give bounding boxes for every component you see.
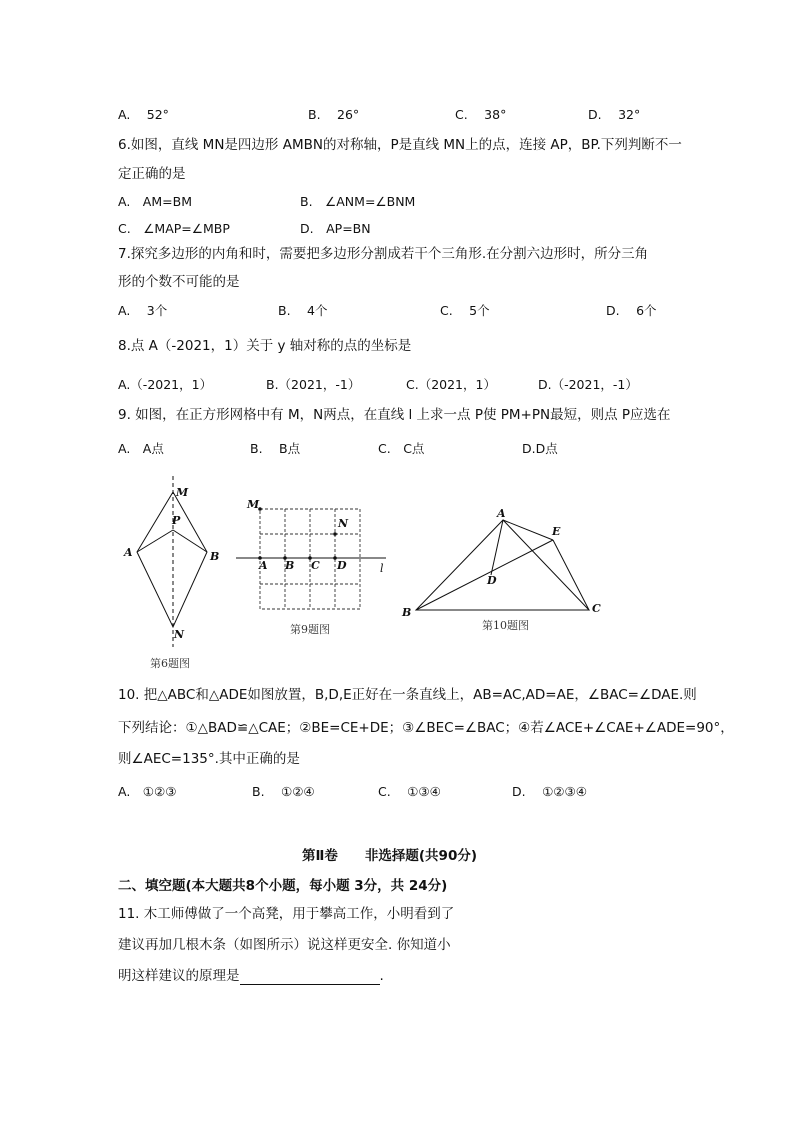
label-b: B	[402, 606, 412, 619]
q11-line1: 11. 木工师傅做了一个高凳，用于攀高工作，小明看到了	[118, 906, 455, 922]
q8-option-b: B.（2021，-1）	[266, 377, 361, 392]
answer-blank[interactable]	[240, 970, 380, 985]
segment-ap	[137, 530, 173, 552]
q5-option-a: A. 52°	[118, 107, 169, 122]
kite-outline	[137, 492, 207, 627]
q5-option-c: C. 38°	[455, 107, 507, 122]
q7-line1: 7.探究多边形的内角和时，需要把多边形分割成若干个三角形.在分割六边形时，所分三角	[118, 246, 649, 262]
q11-period: .	[379, 968, 384, 984]
q10-option-c: C. ①③④	[378, 784, 441, 799]
label-e: E	[552, 525, 561, 538]
label-b: B	[210, 550, 220, 563]
label-a: A	[497, 507, 506, 520]
q8-option-d: D.（-2021，-1）	[538, 377, 638, 392]
q8-option-c: C.（2021，1）	[406, 377, 496, 392]
q6-line1: 6.如图，直线 MN是四边形 AMBN的对称轴，P是直线 MN上的点，连接 AP，BP.下列判断不一	[118, 137, 682, 153]
figure-9-caption: 第9题图	[290, 623, 330, 636]
q7-option-b: B. 4个	[278, 303, 328, 318]
segment-be	[416, 540, 553, 610]
q11-line3-text: 明这样建议的原理是	[118, 968, 240, 984]
q10-line2: 下列结论：①△BAD≌△CAE；②BE=CE+DE；③∠BEC=∠BAC；④若∠ACE+∠CAE+∠ADE=90°，	[118, 720, 734, 736]
q10-option-b: B. ①②④	[252, 784, 315, 799]
figure-9-grid	[234, 494, 394, 614]
q6-option-b: B. ∠ANM=∠BNM	[300, 194, 416, 209]
segment-ec	[553, 540, 589, 610]
q5-option-b: B. 26°	[308, 107, 360, 122]
q8-option-a: A.（-2021，1）	[118, 377, 213, 392]
q7-option-a: A. 3个	[118, 303, 168, 318]
q9-option-c: C. C点	[378, 441, 425, 456]
q9-line1: 9. 如图，在正方形网格中有 M，N两点，在直线 l 上求一点 P使 PM+PN最短，则点 P应选在	[118, 407, 671, 423]
figure-10-caption: 第10题图	[482, 619, 529, 632]
q10-option-d: D. ①②③④	[512, 784, 587, 799]
q7-option-d: D. 6个	[606, 303, 657, 318]
label-n: N	[174, 628, 185, 641]
q11-line3	[118, 967, 384, 985]
q9-option-a: A. A点	[118, 441, 164, 456]
label-l: l	[380, 562, 384, 575]
label-c: C	[592, 602, 601, 615]
label-d: D	[337, 559, 347, 572]
label-m: M	[247, 498, 260, 511]
q9-option-d: D.D点	[522, 441, 558, 456]
label-a: A	[259, 559, 268, 572]
fill-in-heading: 二、填空题(本大题共8个小题，每小题 3分，共 24分)	[118, 878, 448, 894]
q10-line3: 则∠AEC=135°.其中正确的是	[118, 751, 300, 767]
label-b: B	[285, 559, 295, 572]
q7-option-c: C. 5个	[440, 303, 490, 318]
label-d: D	[487, 574, 497, 587]
figure-6-caption: 第6题图	[150, 657, 190, 670]
label-p: P	[172, 514, 181, 527]
q5-option-d: D. 32°	[588, 107, 641, 122]
segment-bp	[173, 530, 207, 552]
q6-option-d: D. AP=BN	[300, 221, 371, 236]
label-n: N	[338, 517, 349, 530]
segment-ae	[503, 520, 553, 540]
label-a: A	[124, 546, 133, 559]
q10-line1: 10. 把△ABC和△ADE如图放置，B,D,E正好在一条直线上，AB=AC,AD=AE，∠BAC=∠DAE.则	[118, 687, 697, 703]
q6-line2: 定正确的是	[118, 166, 186, 182]
q11-line2: 建议再加几根木条（如图所示）说这样更安全. 你知道小	[118, 937, 451, 953]
section-2-title: 第Ⅱ卷 非选择题(共90分)	[302, 848, 478, 864]
q6-option-a: A. AM=BM	[118, 194, 192, 209]
figure-10-triangles	[396, 504, 606, 620]
point-n	[333, 532, 337, 536]
label-m: M	[176, 486, 189, 499]
q9-option-b: B. B点	[250, 441, 301, 456]
q10-option-a: A. ①②③	[118, 784, 177, 799]
figure-6-kite	[120, 472, 230, 652]
q8-line1: 8.点 A（-2021，1）关于 y 轴对称的点的坐标是	[118, 338, 412, 354]
label-c: C	[311, 559, 320, 572]
q7-line2: 形的个数不可能的是	[118, 274, 240, 290]
q6-option-c: C. ∠MAP=∠MBP	[118, 221, 230, 236]
